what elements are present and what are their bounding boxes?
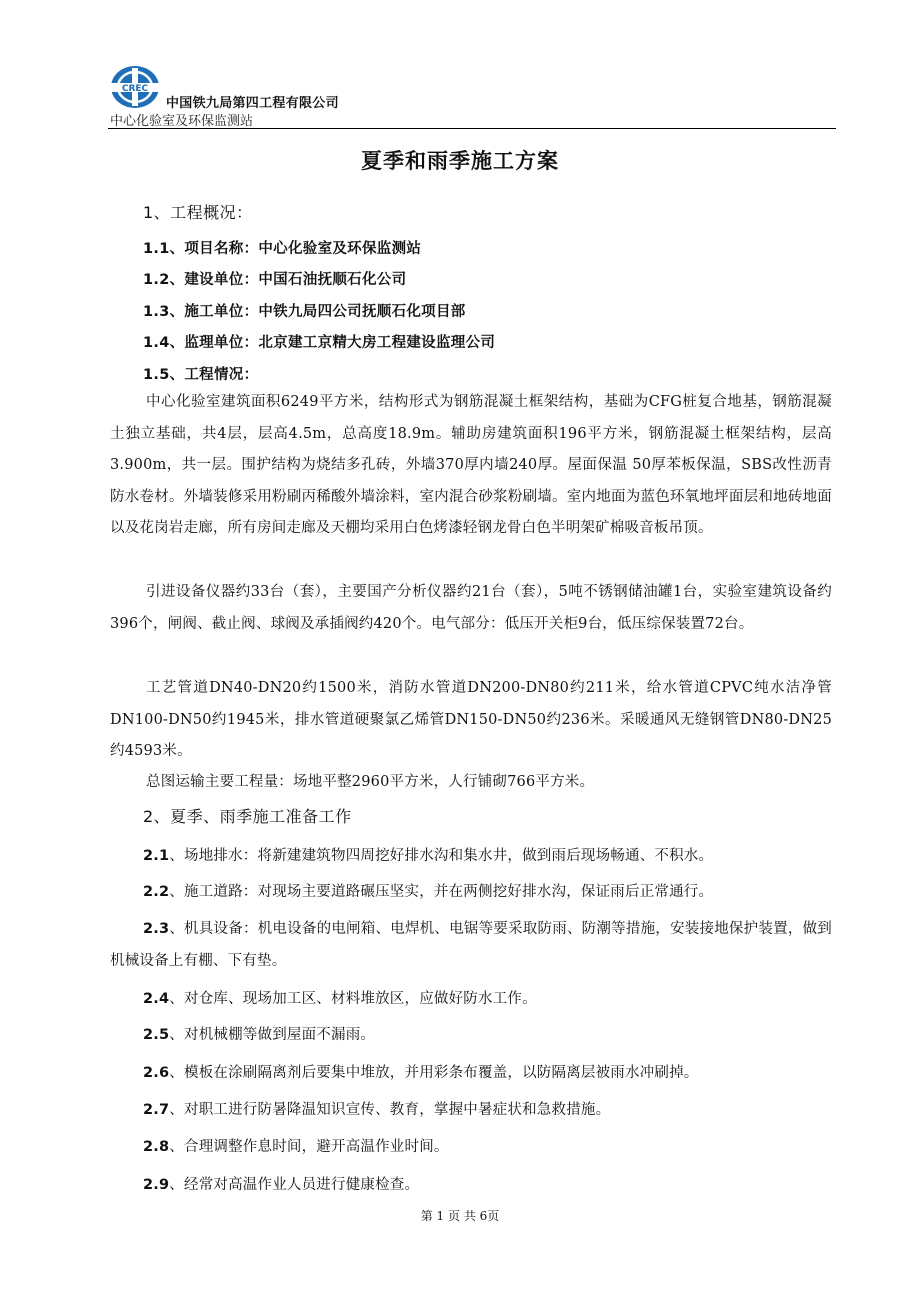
page-footer: 第 1 页 共 6页 xyxy=(420,1209,500,1223)
subunit-name: 中心化验室及环保监测站 xyxy=(110,114,254,129)
section1-heading: 1、工程概况： xyxy=(143,203,253,222)
site-works-paragraph: 总图运输主要工程量：场地平整2960平方米，人行铺砌766平方米。 xyxy=(146,774,595,790)
list-item: 2.8、合理调整作息时间，避开高温作业时间。 xyxy=(143,1139,449,1155)
project-status-line: 1.5、工程情况： xyxy=(143,367,259,383)
owner-line: 1.2、建设单位：中国石油抚顺石化公司 xyxy=(143,272,407,288)
list-item: 2.3、机具设备：机电设备的电闸箱、电焊机、电锯等要采取防雨、防潮等措施，安装接地保护装置，做到机械设备上有棚、下有垫。 xyxy=(110,921,832,969)
list-item: 2.4、对仓库、现场加工区、材料堆放区，应做好防水工作。 xyxy=(143,991,537,1007)
list-item: 2.2、施工道路：对现场主要道路碾压坚实，并在两侧挖好排水沟，保证雨后正常通行。 xyxy=(143,884,714,900)
company-name: 中国铁九局第四工程有限公司 xyxy=(166,96,339,111)
section2-heading: 2、夏季、雨季施工准备工作 xyxy=(143,807,352,826)
project-name-line: 1.1、项目名称：中心化验室及环保监测站 xyxy=(143,241,422,257)
list-item: 2.9、经常对高温作业人员进行健康检查。 xyxy=(143,1177,420,1193)
page-header xyxy=(108,62,836,132)
list-item: 2.7、对职工进行防暑降温知识宣传、教育，掌握中暑症状和急救措施。 xyxy=(143,1102,611,1118)
company-logo xyxy=(110,65,160,109)
header-rule xyxy=(108,128,836,129)
supervisor-line: 1.4、监理单位：北京建工京精大房工程建设监理公司 xyxy=(143,335,496,351)
page-title: 夏季和雨季施工方案 xyxy=(361,149,559,173)
equipment-paragraph: 引进设备仪器约33台（套），主要国产分析仪器约21台（套），5吨不锈钢储油罐1台，实验室建筑设备约396个，闸阀、截止阀、球阀及承插阀约420个。电气部分：低压开关柜9台，低压综保装置72台。 xyxy=(110,584,832,632)
piping-paragraph: 工艺管道DN40-DN20约1500米，消防水管道DN200-DN80约211米，给水管道CPVC纯水洁净管DN100-DN50约1945米，排水管道硬聚氯乙烯管DN150-DN50约236米。采暖通风无缝钢管DN80-DN25约4593米。 xyxy=(110,680,832,759)
contractor-line: 1.3、施工单位：中铁九局四公司抚顺石化项目部 xyxy=(143,304,466,320)
logo-lettering: CREC xyxy=(121,84,149,94)
list-item: 2.5、对机械棚等做到屋面不漏雨。 xyxy=(143,1027,376,1043)
list-item: 2.6、模板在涂刷隔离剂后要集中堆放，并用彩条布覆盖，以防隔离层被雨水冲刷掉。 xyxy=(143,1065,699,1081)
list-item: 2.1、场地排水：将新建建筑物四周挖好排水沟和集水井，做到雨后现场畅通、不积水。 xyxy=(143,848,714,864)
overview-paragraph: 中心化验室建筑面积6249平方米，结构形式为钢筋混凝土框架结构，基础为CFG桩复合地基，钢筋混凝土独立基础，共4层，层高4.5m，总高度18.9m。辅助房建筑面积196平方米，钢筋混凝土框架结构，层高3.900m，共一层。围护结构为烧结多孔砖，外墙370厚内墙240厚。屋面保温 50厚苯板保温，SBS改性沥青防水卷材。外墙装修采用粉刷丙稀酸外墙涂料，室内混合砂浆粉刷墙。室内地面为蓝色环氧地坪面层和地砖地面以及花岗岩走廊，所有房间走廊及天棚均采用白色烤漆轻钢龙骨白色半明架矿棉吸音板吊顶。 xyxy=(110,394,832,536)
